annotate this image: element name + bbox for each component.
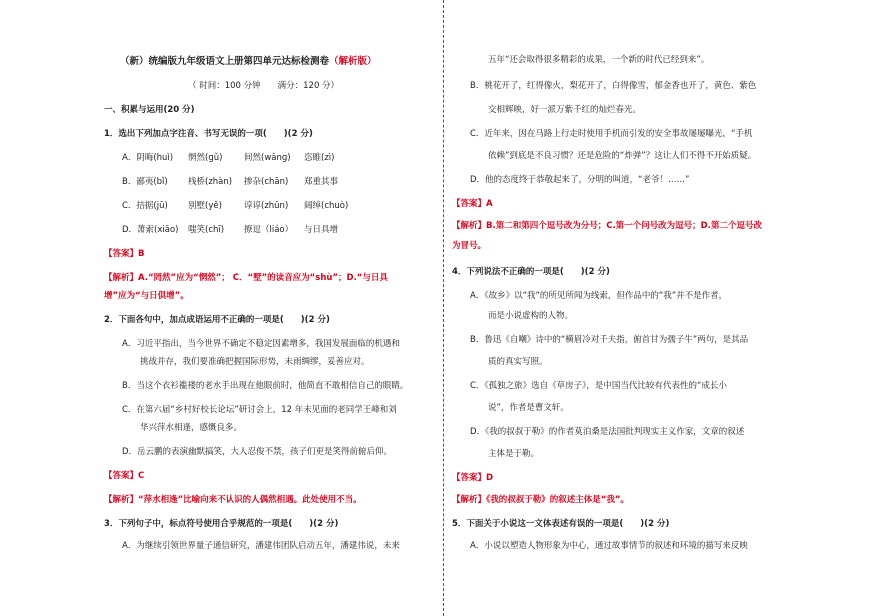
q3-analysis-line1: 【解析】B.第二和第四个逗号改为分号；C.第一个问号改为逗号；D.第二个逗号改 (452, 221, 762, 231)
q4-option-b-line2: 质的真实写照。 (488, 357, 548, 367)
question-5-stem: 5．下面关于小说这一文体表述有误的一项是( )(2 分) (452, 519, 670, 529)
q2-answer: 【答案】C (104, 471, 145, 481)
q3-option-c-line1: C．近年来，因在马路上行走时使用手机而引发的安全事故屡屡曝光，“手机 (470, 129, 753, 139)
question-2-stem: 2．下面各句中，加点成语运用不正确的一项是( )(2 分) (104, 315, 330, 325)
q4-answer: 【答案】D (452, 473, 494, 483)
q2-option-c-line1: C．在第六届“乡村好校长论坛”研讨会上，12 年未见面的老同学王峰和刘 (122, 405, 397, 415)
q1-analysis-line1: 【解析】A.“罔然”应为“惘然”； C．“墅”的读音应为“shù”；D.“与日具 (104, 273, 388, 283)
q3-option-b-line2: 交相辉映，好一派万紫千红的灿烂春光。 (488, 105, 642, 115)
q1-analysis-line2: 增”应为“与日俱增”。 (104, 291, 189, 301)
q4-option-a-line2: 而是小说虚构的人物。 (488, 311, 574, 321)
q2-option-a-line2: 挑战并存，我们要准确把握国际形势，未雨绸缪，妥善应对。 (140, 357, 370, 367)
column-divider (443, 0, 445, 616)
q2-option-c-line2: 华兴萍水相逢，感慨良多。 (140, 423, 243, 433)
section-heading: 一、积累与运用(20 分) (104, 105, 195, 115)
question-1-stem: 1．选出下列加点字注音、书写无误的一项( )(2 分) (104, 129, 313, 139)
document-title: （新）统编版九年级语文上册第四单元达标检测卷（解析版） (120, 56, 377, 67)
title-tag: （解析版） (329, 56, 377, 67)
q2-option-d: D．岳云鹏的表演幽默搞笑，大人忍俊不禁，孩子们更是笑得前俯后仰。 (122, 447, 393, 457)
q4-option-c-line2: 说”，作者是曹文轩。 (488, 403, 569, 413)
question-4-stem: 4．下列说法不正确的一项是( )(2 分) (452, 267, 610, 277)
q3-option-a-line2: 五年“还会取得很多精彩的成果，一个新的时代已经到来”。 (488, 55, 710, 65)
q4-option-b-line1: B．鲁迅《自嘲》诗中的“横眉冷对千夫指，俯首甘为孺子牛”两句，是其品 (470, 335, 749, 345)
q4-option-a-line1: A．《故乡》以“我”的所见所闻为线索，但作品中的“我”并不是作者， (470, 291, 728, 301)
q3-option-d: D．他的态度终于恭敬起来了，分明的叫道，“老爷！……” (470, 175, 690, 185)
q5-option-a-line1: A．小说以塑造人物形象为中心，通过故事情节的叙述和环境的描写来反映 (470, 541, 748, 551)
q2-analysis: 【解析】“萍水相逢”比喻向来不认识的人偶然相遇。此处使用不当。 (104, 495, 362, 505)
q3-analysis-line2: 为冒号。 (452, 241, 487, 251)
q3-answer: 【答案】A (452, 199, 493, 209)
q2-option-a-line1: A．习近平指出，当今世界不确定不稳定因素增多，我国发展面临的机遇和 (122, 339, 400, 349)
q4-option-d-line1: D．《我的叔叔于勒》的作者莫泊桑是法国批判现实主义作家，文章的叙述 (470, 427, 745, 437)
question-3-stem: 3．下列句子中，标点符号使用合乎规范的一项是( )(2 分) (104, 519, 339, 529)
q1-answer: 【答案】B (104, 249, 145, 259)
q3-option-b-line1: B．桃花开了，红得像火，梨花开了，白得像雪，郁金香也开了，黄色、紫色 (470, 81, 757, 91)
q4-analysis: 【解析】《我的叔叔于勒》的叙述主体是“我”。 (452, 495, 629, 505)
q3-option-a-line1: A．为继续引领世界量子通信研究，潘建伟团队启动五年，潘建伟说，未来 (122, 541, 400, 551)
q3-option-c-line2: 依赖”到底是不良习惯？还是危险的“炸弹”？这让人们不得不开始质疑。 (488, 151, 757, 161)
q2-option-b: B．当这个衣衫褴褛的老水手出现在他眼前时，他简直不敢相信自己的眼睛。 (122, 381, 409, 391)
q4-option-c-line1: C．《孤独之旅》选自《草房子》，是中国当代比较有代表性的“成长小 (470, 381, 727, 391)
q4-option-d-line2: 主体是于勒。 (488, 449, 540, 459)
subtitle: （ 时间：100 分钟 满分：120 分） (188, 81, 340, 91)
